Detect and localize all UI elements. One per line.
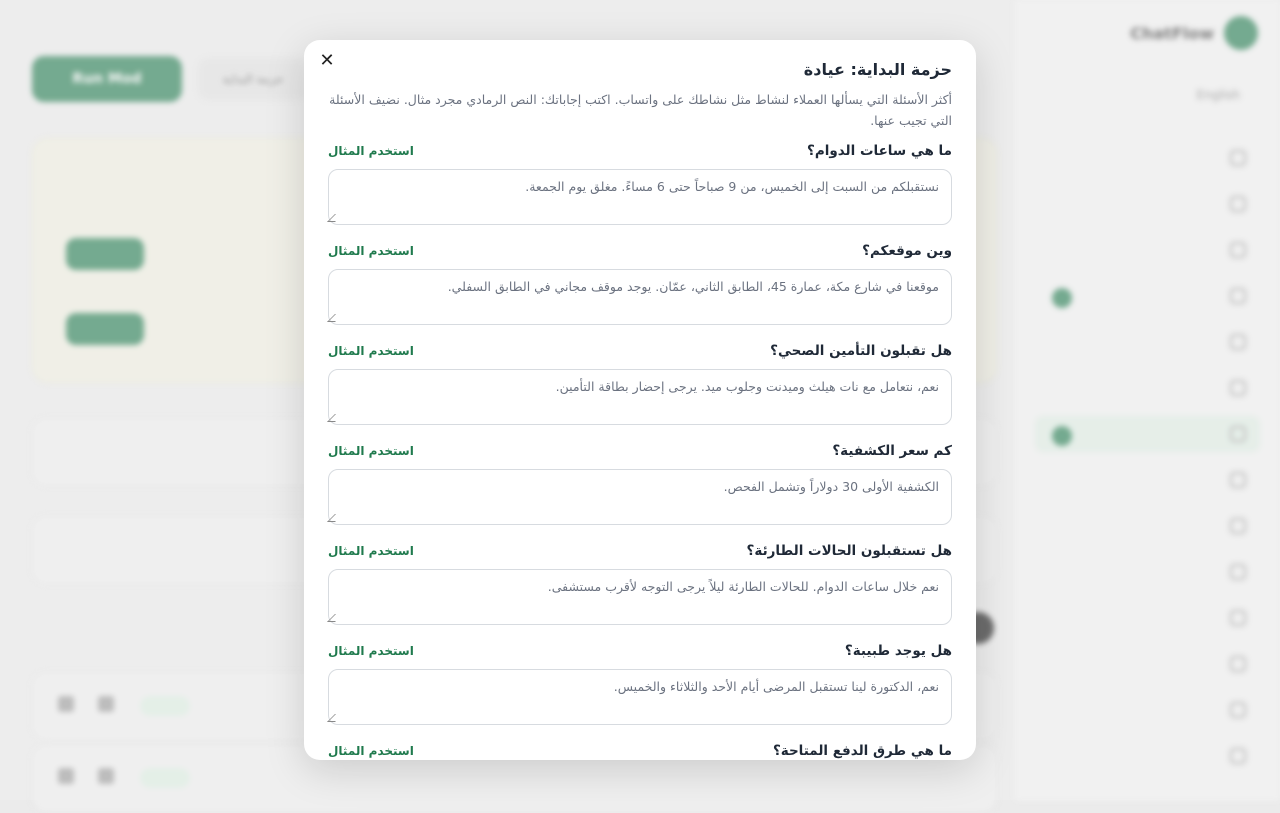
question-label: كم سعر الكشفية؟ xyxy=(832,443,952,459)
answer-textarea[interactable] xyxy=(328,169,952,225)
question-label: هل يوجد طبيبة؟ xyxy=(845,643,952,659)
question-block xyxy=(328,741,952,760)
answer-placeholder: نستقبلكم من السبت إلى الخميس، من 9 صباحاً حتى 6 مساءً. مغلق يوم الجمعة. xyxy=(525,179,939,194)
resize-handle-icon[interactable] xyxy=(327,614,343,622)
question-header xyxy=(328,441,952,461)
question-header xyxy=(328,541,952,561)
answer-textarea[interactable] xyxy=(328,369,952,425)
question-header xyxy=(328,341,952,361)
question-label: هل تستقبلون الحالات الطارئة؟ xyxy=(747,543,952,559)
use-example-button[interactable]: استخدم المثال xyxy=(328,744,414,758)
question-header xyxy=(328,741,952,760)
resize-handle-icon[interactable] xyxy=(327,214,343,222)
questions-list xyxy=(328,141,952,760)
resize-handle-icon[interactable] xyxy=(327,514,343,522)
answer-placeholder: نعم، الدكتورة لينا تستقبل المرضى أيام الأحد والثلاثاء والخميس. xyxy=(614,679,939,694)
secondary-action-button[interactable]: حزمة البداية xyxy=(198,58,308,100)
answer-textarea[interactable] xyxy=(328,569,952,625)
use-example-button[interactable]: استخدم المثال xyxy=(328,244,414,258)
question-header xyxy=(328,241,952,261)
question-header xyxy=(328,641,952,661)
use-example-button[interactable]: استخدم المثال xyxy=(328,444,414,458)
question-block xyxy=(328,341,952,425)
answer-placeholder: الكشفية الأولى 30 دولاراً وتشمل الفحص. xyxy=(724,479,939,494)
use-example-button[interactable]: استخدم المثال xyxy=(328,144,414,158)
modal-description: أكثر الأسئلة التي يسألها العملاء لنشاط مثل نشاطك على واتساب. اكتب إجاباتك: النص الرمادي مجرد مثال. نضيف الأسئلة التي تجيب عنها. xyxy=(328,89,952,131)
question-block xyxy=(328,241,952,325)
question-label: هل تقبلون التأمين الصحي؟ xyxy=(770,343,952,359)
question-label: وين موقعكم؟ xyxy=(862,243,952,259)
language-switch[interactable]: English xyxy=(1197,88,1240,102)
starter-pack-modal xyxy=(304,40,976,760)
resize-handle-icon[interactable] xyxy=(327,714,343,722)
question-block xyxy=(328,441,952,525)
question-header xyxy=(328,141,952,161)
question-block xyxy=(328,641,952,725)
resize-handle-icon[interactable] xyxy=(327,414,343,422)
answer-placeholder: نعم خلال ساعات الدوام. للحالات الطارئة ليلاً يرجى التوجه لأقرب مستشفى. xyxy=(548,579,939,594)
question-block xyxy=(328,141,952,225)
question-label: ما هي طرق الدفع المتاحة؟ xyxy=(773,743,952,759)
modal-title: حزمة البداية: عيادة xyxy=(328,60,952,79)
use-example-button[interactable]: استخدم المثال xyxy=(328,344,414,358)
answer-textarea[interactable] xyxy=(328,669,952,725)
resize-handle-icon[interactable] xyxy=(327,314,343,322)
answer-placeholder: موقعنا في شارع مكة، عمارة 45، الطابق الثاني، عمّان. يوجد موقف مجاني في الطابق السفلي. xyxy=(448,279,939,294)
use-example-button[interactable]: استخدم المثال xyxy=(328,544,414,558)
close-icon[interactable]: ✕ xyxy=(318,52,336,70)
primary-action-button[interactable]: Run Mod xyxy=(32,56,182,102)
question-block xyxy=(328,541,952,625)
answer-textarea[interactable] xyxy=(328,269,952,325)
question-label: ما هي ساعات الدوام؟ xyxy=(807,143,952,159)
brand-name: ChatFlow xyxy=(1130,24,1214,43)
use-example-button[interactable]: استخدم المثال xyxy=(328,644,414,658)
answer-textarea[interactable] xyxy=(328,469,952,525)
modal-body xyxy=(304,40,976,760)
answer-placeholder: نعم، نتعامل مع نات هيلث وميدنت وجلوب ميد. يرجى إحضار بطاقة التأمين. xyxy=(556,379,939,394)
